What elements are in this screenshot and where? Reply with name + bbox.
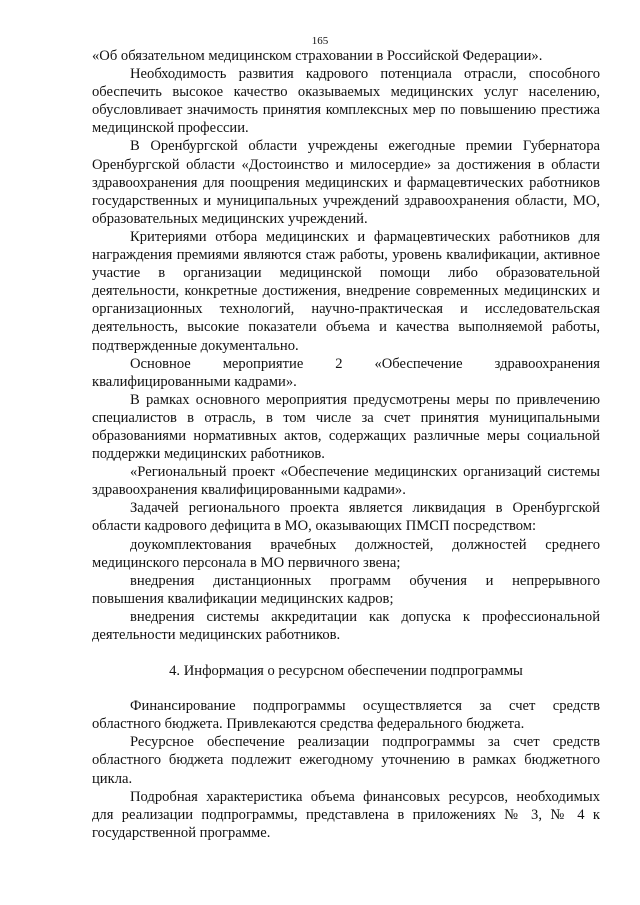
paragraph-selection-criteria: Критериями отбора медицинских и фармацевтических работников для награждения премиями являются стаж работы, уровень квалификации, активное участие в организации медицинской помощи либо образовательной деятельности, конкретные достижения, внедрение современных медицинских и организационных технологий, научно-практическая и исследовательская деятельность, высокие показатели объема и качества выполняемой работы, подтвержденные документально. (92, 228, 600, 354)
document-body (92, 47, 600, 842)
paragraph-resource-provision: Ресурсное обеспечение реализации подпрограммы за счет средств областного бюджета подлежит ежегодному уточнению в рамках бюджетного цикла. (92, 734, 600, 787)
paragraph-project-task: Задачей регионального проекта является ликвидация в Оренбургской области кадрового дефицита в МО, оказывающих ПМСП посредством: (92, 500, 600, 535)
page-number: 165 (311, 35, 329, 47)
paragraph-detailed-characteristics: Подробная характеристика объема финансовых ресурсов, необходимых для реализации подпрограммы, представлена в приложениях № 3, № 4 к государственной программе. (92, 788, 600, 841)
paragraph-staffing-positions: доукомплектования врачебных должностей, должностей среднего медицинского персонала в МО первичного звена; (92, 536, 600, 571)
paragraph-regional-project: «Региональный проект «Обеспечение медицинских организаций системы здравоохранения квалифицированными кадрами». (92, 464, 600, 499)
paragraph-distance-learning: внедрения дистанционных программ обучения и непрерывного повышения квалификации медицинских кадров; (92, 572, 600, 607)
paragraph-financing: Финансирование подпрограммы осуществляется за счет средств областного бюджета. Привлекаются средства федерального бюджета. (92, 698, 600, 733)
section-heading: 4. Информация о ресурсном обеспечении подпрограммы (169, 663, 523, 680)
paragraph-main-activity-2: Основное мероприятие 2 «Обеспечение здравоохранения квалифицированными кадрами». (92, 355, 600, 390)
paragraph-attraction-measures: В рамках основного мероприятия предусмотрены меры по привлечению специалистов в отрасль, в том числе за счет принятия муниципальными образованиями нормативных актов, содержащих различные меры социальной поддержки медицинских работников. (92, 391, 600, 463)
paragraph-staffing-potential: Необходимость развития кадрового потенциала отрасли, способного обеспечить высокое качество оказываемых медицинских услуг населению, обусловливает значимость принятия комплексных мер по повышению престижа медицинской профессии. (92, 66, 600, 137)
paragraph-law-title: «Об обязательном медицинском страховании в Российской Федерации». (92, 48, 543, 64)
paragraph-accreditation: внедрения системы аккредитации как допуска к профессиональной деятельности медицинских работников. (92, 608, 600, 643)
paragraph-governor-awards: В Оренбургской области учреждены ежегодные премии Губернатора Оренбургской области «Достоинство и милосердие» за достижения в области здравоохранения для поощрения медицинских и фармацевтических работников государственных и муниципальных учреждений здравоохранения области, МО, образовательных медицинских учреждений. (92, 138, 600, 227)
